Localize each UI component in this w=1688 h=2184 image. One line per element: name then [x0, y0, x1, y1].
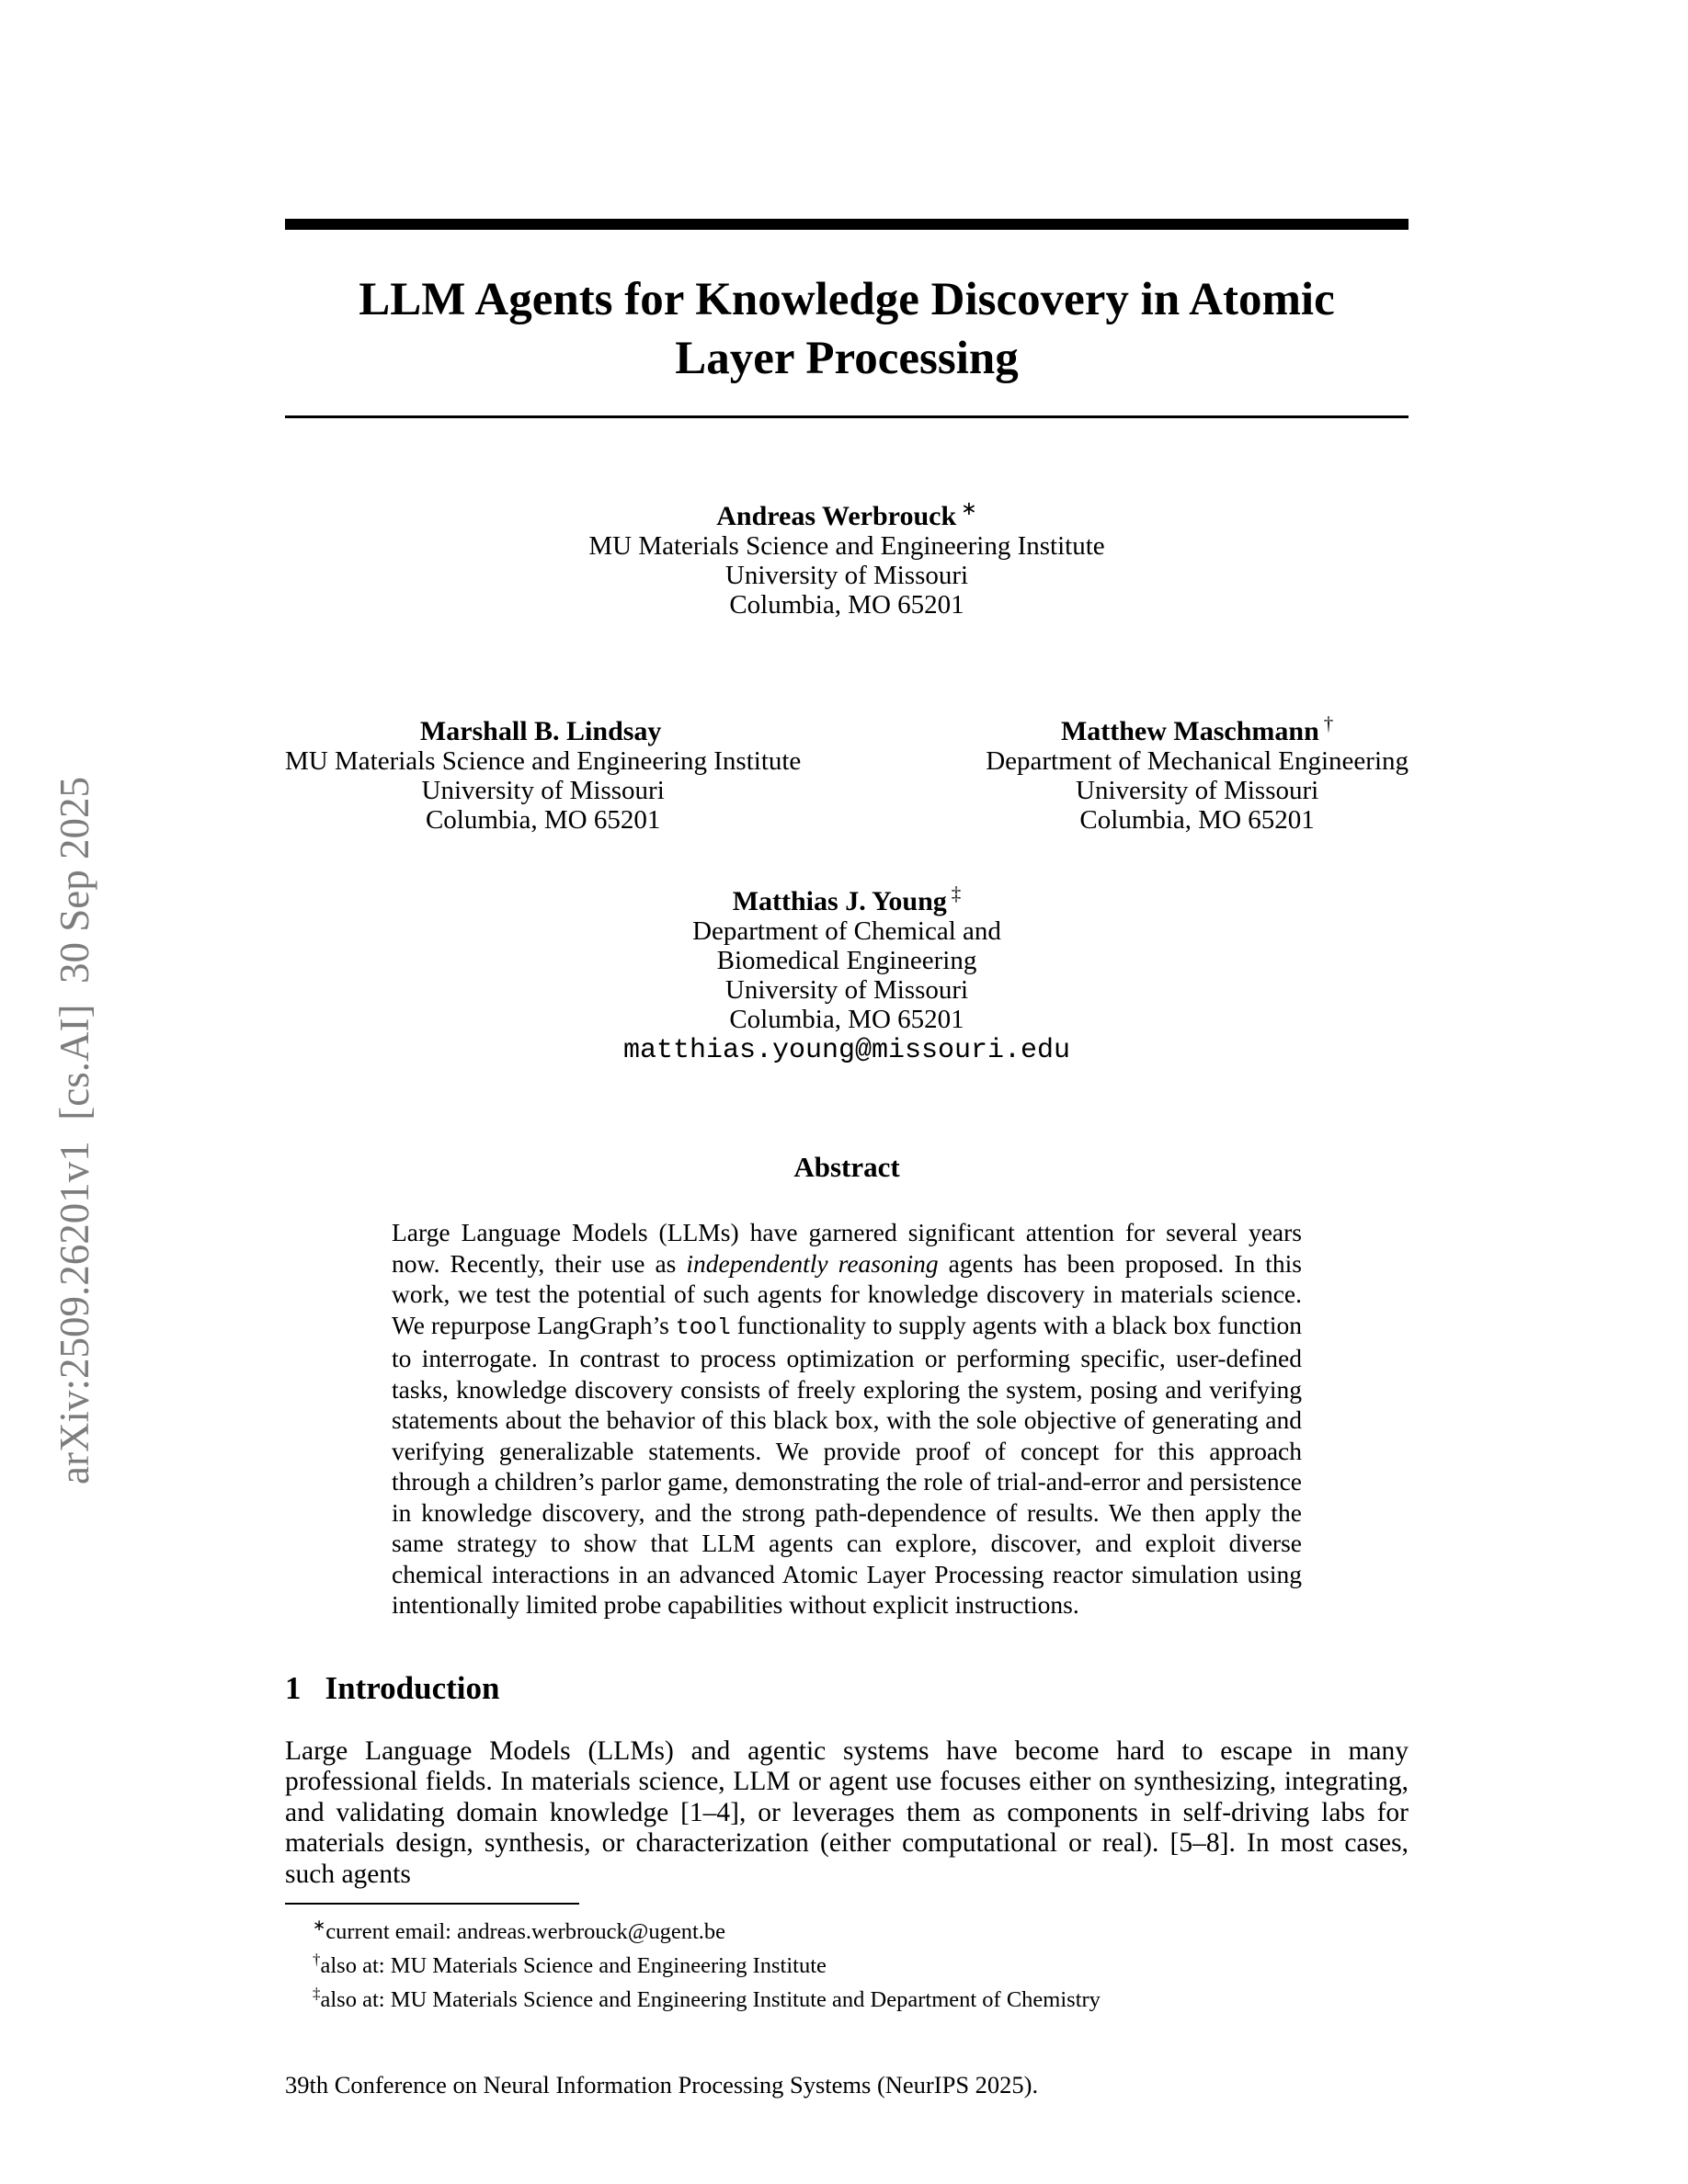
author-affiliation-line: Columbia, MO 65201 — [729, 590, 964, 620]
footnote-text: also at: MU Materials Science and Engineering Institute and Department of Chemistry — [320, 1987, 1101, 2013]
section-heading-introduction — [285, 1670, 1409, 1707]
author-affiliation-line: Columbia, MO 65201 — [1079, 805, 1315, 835]
introduction-paragraph: Large Language Models (LLMs) and agentic systems have become hard to escape in many professional fields. In materials science, LLM or agent use focuses either on synthesizing, integrating, and validating domain knowledge [1–4], or leverages them as components in self-driving labs for materials design, synthesis, or characterization (either computational or real). [5–8]. In most cases, such agents — [285, 1735, 1409, 1889]
paper-title-line1: LLM Agents for Knowledge Discovery in Atomic — [359, 274, 1335, 325]
abstract-segment: functionality to supply agents with a black box function to interrogate. In contrast to process optimization or performing specific, user-defined tasks, knowledge discovery consists of freely exploring the system, posing and verifying statements about the behavior of this black box, with the sole objective of generating and verifying generalizable statements. We provide proof of concept for this approach through a children’s parlor game, demonstrating the role of trial-and-error and persistence in knowledge discovery, and the strong path-dependence of results. We then apply the same strategy to show that LLM agents can explore, discover, and exploit diverse chemical interactions in an advanced Atomic Layer Processing reactor simulation using intentionally limited probe capabilities without explicit instructions. — [392, 1310, 1302, 1619]
author-name-text: Matthias J. Young — [732, 886, 947, 916]
author-affiliation-line: University of Missouri — [724, 561, 969, 590]
author-row — [285, 709, 1409, 835]
footnote — [285, 1980, 1409, 2014]
arxiv-watermark: arXiv:2509.26201v1 [cs.AI] 30 Sep 2025 — [51, 777, 97, 1484]
author-affiliation-line: Biomedical Engineering — [716, 946, 977, 975]
author-block-young — [285, 879, 1409, 1067]
abstract-segment: independently reasoning — [686, 1248, 939, 1278]
title-rule-top — [285, 219, 1409, 230]
author-name-text: Marshall B. Lindsay — [419, 716, 662, 746]
author-affiliation-line: University of Missouri — [724, 975, 969, 1005]
author-name-text: Andreas Werbrouck — [716, 501, 957, 531]
footnote-rule — [285, 1903, 579, 1905]
author-thanks-marker: ‡ — [951, 882, 962, 904]
paper-title-line2: Layer Processing — [675, 333, 1019, 384]
author-affiliation-line: University of Missouri — [421, 776, 665, 805]
conference-footer: 39th Conference on Neural Information Processing Systems (NeurIPS 2025). — [285, 2071, 1039, 2099]
author-affiliation-line: Columbia, MO 65201 — [425, 805, 661, 835]
author-block-maschmann — [986, 709, 1409, 835]
footnote-marker: ‡ — [313, 1985, 321, 2003]
author-affiliation-line: University of Missouri — [1076, 776, 1319, 805]
paper-content — [285, 0, 1409, 2099]
footnote-text: also at: MU Materials Science and Engineering Institute — [320, 1953, 827, 1979]
abstract-segment: tool — [675, 1314, 731, 1341]
footnote-marker: ∗ — [313, 1917, 326, 1934]
author-name — [285, 709, 801, 746]
abstract-heading: Abstract — [793, 1151, 900, 1183]
section-number: 1 — [285, 1669, 302, 1706]
section-title: Introduction — [325, 1669, 500, 1706]
footnote — [285, 1946, 1409, 1980]
footnote — [285, 1912, 1409, 1946]
author-block-werbrouck — [285, 494, 1409, 620]
author-block-lindsay — [285, 709, 801, 835]
footnotes — [285, 1912, 1409, 2014]
author-name-text: Matthew Maschmann — [1060, 716, 1319, 746]
author-affiliation-line: Department of Chemical and — [692, 916, 1001, 946]
author-email: matthias.young@missouri.edu — [622, 1035, 1071, 1066]
abstract-segment: Large Language Models (LLMs) have garnered significant attention for several years now. Recently, their use as — [392, 1218, 1302, 1278]
abstract-segment: agents has been proposed. In this work, we test the potential of such agents for knowledge discovery in materials science. We repurpose LangGraph’s — [392, 1248, 1302, 1339]
author-name — [285, 879, 1409, 916]
author-thanks-marker: † — [1323, 712, 1334, 734]
author-name — [986, 709, 1409, 746]
author-affiliation-line: MU Materials Science and Engineering Institute — [285, 746, 802, 776]
author-affiliation-line: MU Materials Science and Engineering Institute — [588, 531, 1105, 561]
author-name — [285, 494, 1409, 531]
paper-title — [285, 270, 1409, 388]
title-rule-bottom — [285, 415, 1409, 418]
footnote-text: current email: andreas.werbrouck@ugent.be — [325, 1919, 726, 1945]
abstract-text — [392, 1217, 1302, 1621]
author-thanks-marker: ∗ — [961, 497, 977, 519]
author-affiliation-line: Columbia, MO 65201 — [729, 1005, 964, 1034]
author-affiliation-line: Department of Mechanical Engineering — [986, 746, 1409, 776]
footnote-marker: † — [313, 1951, 321, 1969]
